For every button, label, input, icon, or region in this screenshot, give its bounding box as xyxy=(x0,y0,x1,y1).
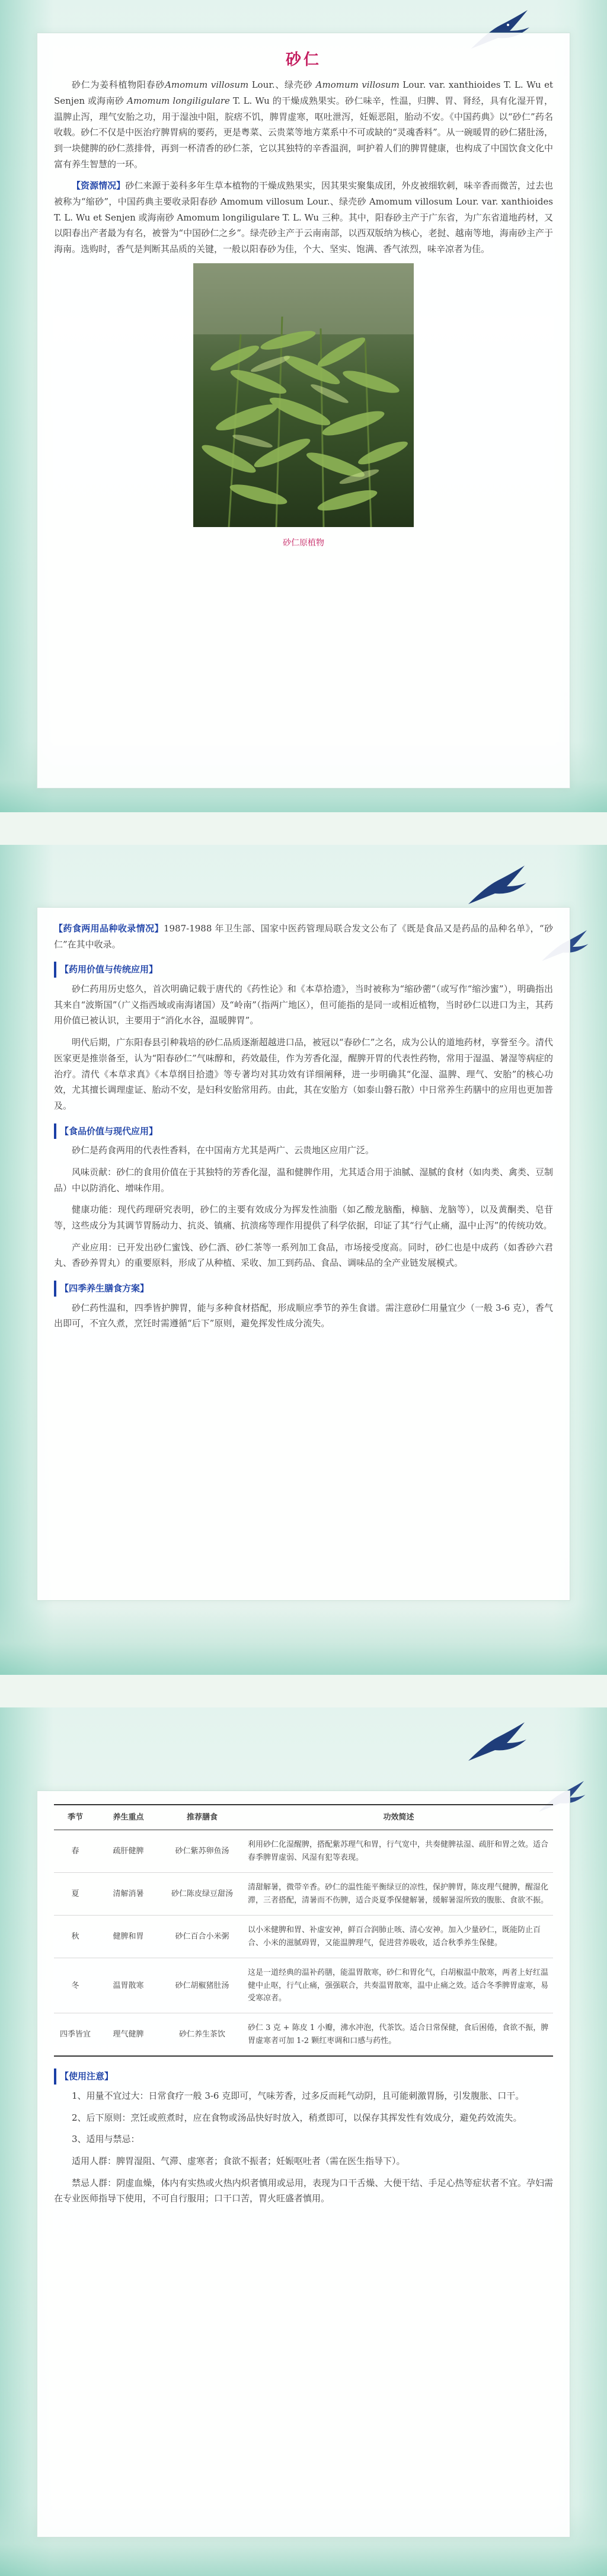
table-cell: 温胃散寒 xyxy=(97,1958,160,2013)
table-cell: 夏 xyxy=(54,1873,97,1916)
table-row xyxy=(54,1958,553,2013)
decor-waves xyxy=(0,1604,607,1675)
table-cell: 砂仁紫苏卵鱼汤 xyxy=(160,1830,244,1873)
table-row xyxy=(54,1916,553,1958)
table-cell: 砂仁 3 克 + 陈皮 1 小瓣，沸水冲泡，代茶饮。适合日常保健，食后困倦，食欲不振，脾胃虚寒者可加 1-2 颗红枣调和口感与药性。 xyxy=(244,2013,553,2056)
usage-avoid: 禁忌人群：阴虚血燥，体内有实热或火热内炽者慎用或忌用，表现为口干舌燥、大便干结、手足心热等症状者不宜。孕妇需在专业医师指导下使用，不可自行服用；口干口苦，胃火旺盛者慎用。 xyxy=(54,2177,553,2204)
plant-photo xyxy=(193,263,414,527)
table-cell: 砂仁陈皮绿豆甜汤 xyxy=(160,1873,244,1916)
photo-wrap xyxy=(54,263,553,551)
history-paragraph-1: 砂仁药用历史悠久，首次明确记载于唐代的《药性论》和《本草拾遗》，当时被称为“缩砂蔤”（或写作“缩沙蜜”），明确指出其来自“波斯国”（广义指西域或南海诸国）及“岭南”（指两广地区），但可能指的是同一或相近植物，当时砂仁以进口为主，其药用价值已被认识，主要用于“消化水谷，温暖脾胃”。 xyxy=(54,984,553,1026)
table-cell: 冬 xyxy=(54,1958,97,2013)
season-diet-table xyxy=(54,1804,553,2057)
table-cell: 利用砂仁化湿醒脾，搭配紫苏理气和胃，行气宽中，共奏健脾祛湿、疏肝和胃之效。适合春季脾胃虚弱、风湿有犯等表现。 xyxy=(244,1830,553,1873)
intro-panel xyxy=(37,33,570,789)
swallow-icon xyxy=(462,1719,528,1767)
table-header-row xyxy=(54,1805,553,1830)
table-header: 功效简述 xyxy=(244,1805,553,1830)
table-cell: 疏肝健脾 xyxy=(97,1830,160,1873)
modern-paragraph-3: 健康功能：现代药理研究表明，砂仁的主要有效成分为挥发性油脂（如乙酸龙脑酯，樟脑、龙脑等），以及黄酮类、皂苷等，这些成分为其调节胃肠动力、抗炎、镇痛、抗溃疡等理作用提供了科学依据，印证了其“行气止痛，温中止泻”的传统功效。 xyxy=(54,1204,553,1231)
table-cell: 四季皆宜 xyxy=(54,2013,97,2056)
photo-caption: 砂仁原植物 xyxy=(283,538,324,548)
table-row xyxy=(54,1830,553,1873)
modern-paragraph-1: 砂仁是药食两用的代表性香料，在中国南方尤其是两广、云贵地区应用广泛。 xyxy=(72,1145,375,1156)
history-panel xyxy=(37,907,570,1601)
section-card-3 xyxy=(0,1707,607,2576)
table-cell: 理气健脾 xyxy=(97,2013,160,2056)
usage-item-3: 3、适用与禁忌： xyxy=(72,2134,140,2145)
modern-heading: 【食品价值与现代应用】 xyxy=(54,1123,158,1139)
usage-item-1: 1、用量不宜过大：日常食疗一般 3-6 克即可，气味芳香，过多反而耗气动阴，且可能刺激胃肠，引发腹胀、口干。 xyxy=(72,2090,525,2101)
modern-paragraph-4: 产业应用：已开发出砂仁蜜饯、砂仁酒、砂仁茶等一系列加工食品，市场接受度高。同时，砂仁也是中成药（如香砂六君丸、香砂养胃丸）的重要原料，形成了从种植、采收、加工到药品、食品、调味品的全产业链发展模式。 xyxy=(54,1241,553,1269)
table-cell: 砂仁养生茶饮 xyxy=(160,2013,244,2056)
list-status-heading: 【药食两用品种收录情况】 xyxy=(54,923,164,934)
swallow-icon xyxy=(462,863,528,910)
list-status-paragraph: 【药食两用品种收录情况】1987-1988 年卫生部、国家中医药管理局联合发文公布了《既是食品又是药品的品种名单》，“砂仁”在其中收录。 xyxy=(54,923,553,950)
usage-suit: 适用人群：脾胃湿阻、气滞、虚寒者；食欲不振者；妊娠呕吐者（需在医生指导下）。 xyxy=(72,2156,405,2166)
history-heading: 【药用价值与传统应用】 xyxy=(54,962,158,978)
table-row xyxy=(54,2013,553,2056)
table-cell: 春 xyxy=(54,1830,97,1873)
table-cell: 健脾和胃 xyxy=(97,1916,160,1958)
table-cell: 砂仁百合小米粥 xyxy=(160,1916,244,1958)
table-cell: 以小米健脾和胃、补虚安神，鲜百合润肺止咳、清心安神。加入少量砂仁，既能防止百合、小米的滋腻碍胃，又能温脾理气，促进营养吸收，适合秋季养生保健。 xyxy=(244,1916,553,1958)
usage-heading: 【使用注意】 xyxy=(54,2069,113,2085)
modern-paragraph-2: 风味贡献：砂仁的食用价值在于其独特的芳香化湿，温和健脾作用，尤其适合用于油腻、湿腻的食材（如肉类、禽类、豆制品）中以防消化、增味作用。 xyxy=(54,1166,553,1193)
page-title: 砂仁 xyxy=(285,51,321,69)
table-cell: 清解消暑 xyxy=(97,1873,160,1916)
table-cell: 砂仁胡椒猪肚汤 xyxy=(160,1958,244,2013)
resource-paragraph: 【资源情况】砂仁来源于姜科多年生草本植物的干燥成熟果实，因其果实聚集成团，外皮被细软刺，味辛香而微苦，过去也被称为“缩砂”，中国药典主要收录阳春砂 Amomum villosum Lour.、绿壳砂 Amomum villosum Lour. var. xanthioides T. L. Wu et Senjen 或海南砂 Amomum longiligulare T. L. Wu 三种。其中，阳春砂主产于广东省，为广东省道地药材，又以阳春出产者最为有名，被誉为“中国砂仁之乡”。绿壳砂主产于云南南部，以西双版纳为核心，老挝、越南等地，海南砂主产于海南。选购时，香气是判断其品质的关键，一般以阳春砂为佳，个大、坚实、饱满、香气浓烈，味辛凉者为佳。 xyxy=(54,180,553,255)
table-row xyxy=(54,1873,553,1916)
table-header: 养生重点 xyxy=(97,1805,160,1830)
usage-item-2: 2、后下原则：烹饪或煎煮时，应在食物或汤品快好时放入，稍煮即可，以保存其挥发性有效成分，避免药效流失。 xyxy=(72,2112,522,2123)
history-paragraph-2: 明代后期，广东阳春县引种栽培的砂仁品质逐渐超越进口品，被冠以“春砂仁”之名，成为公认的道地药材，享誉至今。清代医家更是推崇备至，认为“阳春砂仁”气味醇和，药效最佳，作为芳香化湿，醒脾开胃的代表性药物，常用于湿温、暑湿等病症的治疗。清代《本草求真》《本草纲目拾遗》等专著均对其功效有详细阐释，进一步明确其“化湿、温脾、理气、安胎”的核心功效，尤其擅长调理虚证、胎动不安，是妇科安胎常用药。由此，其在安胎方（如泰山磐石散）中日常养生药膳中的应用也更加普及。 xyxy=(54,1037,553,1111)
table-cell: 这是一道经典的温补药膳，能温胃散寒，砂仁和胃化气，白胡椒温中散寒，两者上好红温健中止呕，行气止痛，强强联合，共奏温胃散寒，温中止痛之效。适合冬季脾胃虚寒，易受寒凉者。 xyxy=(244,1958,553,2013)
seasons-heading: 【四季养生膳食方案】 xyxy=(54,1281,149,1297)
intro-paragraph: 砂仁为姜科植物阳春砂Amomum villosum Lour.、绿壳砂 Amomum villosum Lour. var. xanthioides T. L. Wu et Senjen 或海南砂 Amomum longiligulare T. L. Wu 的干燥成熟果实。砂仁味辛，性温，归脾、胃、肾经，具有化湿开胃，温脾止泻，理气安胎之功，用于湿浊中阻，脘痞不饥，脾胃虚寒，呕吐泄泻，妊娠恶阻，胎动不安。《中国药典》以“砂仁”药名收载。砂仁不仅是中医治疗脾胃病的要药，更是粤菜、云贵菜等地方菜系中不可或缺的“灵魂香料”。从一碗暖胃的砂仁猪肚汤，到一块健脾的砂仁蒸排骨，再到一杯清香的砂仁茶，它以其独特的辛香温润，呵护着人们的脾胃健康，也构成了中国饮食文化中富有养生智慧的一环。 xyxy=(54,79,554,170)
resource-heading: 【资源情况】 xyxy=(72,180,126,191)
seasons-paragraph: 砂仁药性温和，四季皆护脾胃，能与多种食材搭配，形成顺应季节的养生食谱。需注意砂仁用量宜少（一般 3-6 克），香气出即可，不宜久煮，烹饪时需遵循“后下”原则，避免挥发性成分流失。 xyxy=(54,1302,553,1329)
table-cell: 清甜解暑，微带辛香。砂仁的温性能平衡绿豆的凉性，保护脾胃，陈皮理气健脾，醒湿化滞，三者搭配，清暑而不伤脾，适合炎夏季保健解暑，缓解暑湿所致的腹胀、食欲不振。 xyxy=(244,1873,553,1916)
table-header: 推荐膳食 xyxy=(160,1805,244,1830)
section-card-2 xyxy=(0,845,607,1675)
table-cell: 秋 xyxy=(54,1916,97,1958)
table-header: 季节 xyxy=(54,1805,97,1830)
section-card-1 xyxy=(0,0,607,812)
table-panel xyxy=(37,1790,570,2537)
